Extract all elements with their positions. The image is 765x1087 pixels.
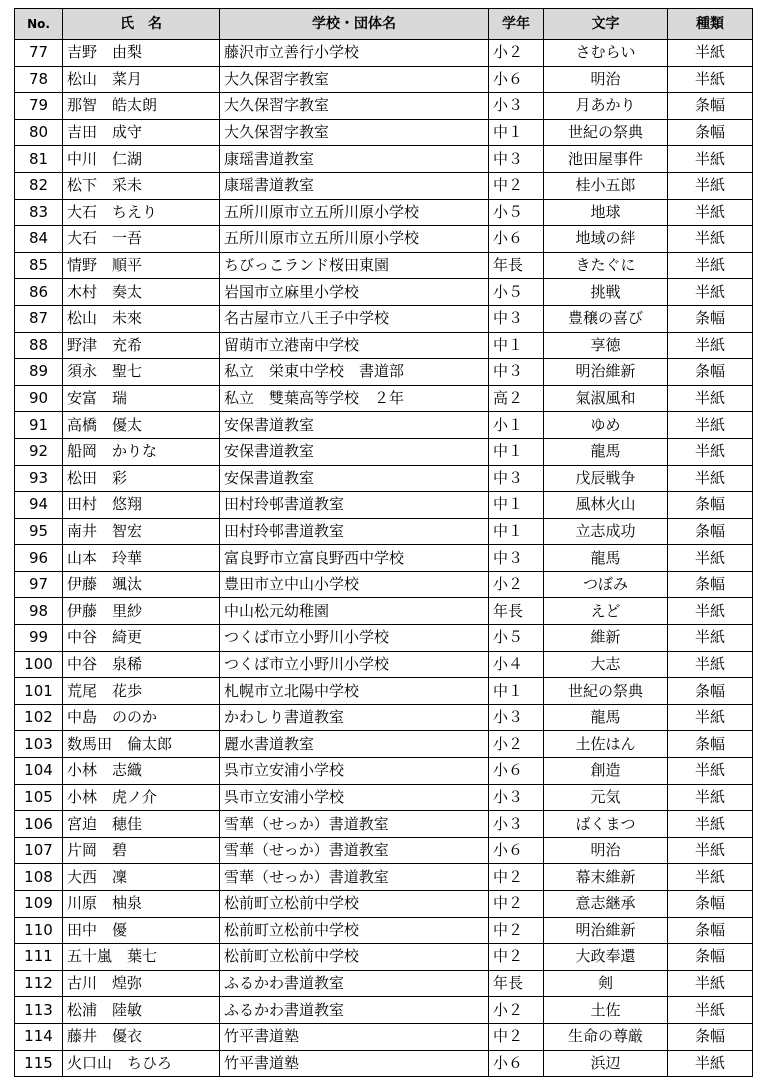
entries-table	[14, 8, 753, 1077]
cell-name: 松浦 陸敏	[63, 997, 220, 1024]
cell-school: 呉市立安浦小学校	[220, 784, 489, 811]
cell-type: 条幅	[668, 119, 753, 146]
cell-type: 半紙	[668, 465, 753, 492]
cell-name: 松下 采未	[63, 172, 220, 199]
cell-name: 小林 志織	[63, 758, 220, 785]
cell-name: 宮迫 穂佳	[63, 811, 220, 838]
cell-char: 創造	[544, 758, 668, 785]
cell-school: 大久保習字教室	[220, 119, 489, 146]
table-row	[15, 545, 753, 572]
cell-type: 条幅	[668, 731, 753, 758]
cell-name: 古川 煌弥	[63, 970, 220, 997]
cell-char: 世紀の祭典	[544, 678, 668, 705]
cell-school: 田村玲邨書道教室	[220, 492, 489, 519]
cell-char: 明治維新	[544, 359, 668, 386]
cell-no: 102	[15, 704, 63, 731]
cell-no: 103	[15, 731, 63, 758]
cell-no: 114	[15, 1023, 63, 1050]
cell-type: 半紙	[668, 704, 753, 731]
cell-type: 条幅	[668, 359, 753, 386]
cell-grade: 小５	[489, 625, 544, 652]
table-row	[15, 944, 753, 971]
header-char: 文字	[544, 9, 668, 40]
table-row	[15, 997, 753, 1024]
cell-name: 数馬田 倫太郎	[63, 731, 220, 758]
cell-grade: 小２	[489, 40, 544, 67]
cell-no: 90	[15, 385, 63, 412]
cell-char: 氣淑風和	[544, 385, 668, 412]
cell-school: 札幌市立北陽中学校	[220, 678, 489, 705]
cell-grade: 中１	[489, 332, 544, 359]
cell-type: 半紙	[668, 598, 753, 625]
cell-name: 松田 彩	[63, 465, 220, 492]
cell-school: 康瑶書道教室	[220, 146, 489, 173]
cell-grade: 小３	[489, 811, 544, 838]
cell-school: 安保書道教室	[220, 465, 489, 492]
cell-name: 田中 優	[63, 917, 220, 944]
table-row	[15, 146, 753, 173]
cell-grade: 中３	[489, 146, 544, 173]
table-row	[15, 119, 753, 146]
table-row	[15, 385, 753, 412]
cell-name: 中谷 泉稀	[63, 651, 220, 678]
cell-school: 大久保習字教室	[220, 66, 489, 93]
cell-char: 豊穣の喜び	[544, 305, 668, 332]
cell-no: 104	[15, 758, 63, 785]
cell-type: 半紙	[668, 1050, 753, 1077]
cell-no: 84	[15, 226, 63, 253]
cell-type: 半紙	[668, 438, 753, 465]
cell-grade: 年長	[489, 252, 544, 279]
table-row	[15, 359, 753, 386]
cell-no: 113	[15, 997, 63, 1024]
cell-char: 龍馬	[544, 704, 668, 731]
cell-grade: 高２	[489, 385, 544, 412]
cell-no: 105	[15, 784, 63, 811]
cell-school: 私立 雙葉高等学校 ２年	[220, 385, 489, 412]
cell-school: 竹平書道塾	[220, 1050, 489, 1077]
cell-grade: 小６	[489, 837, 544, 864]
cell-no: 85	[15, 252, 63, 279]
cell-type: 半紙	[668, 172, 753, 199]
cell-char: 龍馬	[544, 545, 668, 572]
cell-type: 半紙	[668, 66, 753, 93]
header-school: 学校・団体名	[220, 9, 489, 40]
cell-school: 五所川原市立五所川原小学校	[220, 226, 489, 253]
cell-char: さむらい	[544, 40, 668, 67]
cell-grade: 小３	[489, 784, 544, 811]
header-name: 氏 名	[63, 9, 220, 40]
cell-type: 半紙	[668, 279, 753, 306]
cell-school: ふるかわ書道教室	[220, 997, 489, 1024]
cell-school: ふるかわ書道教室	[220, 970, 489, 997]
cell-school: 松前町立松前中学校	[220, 944, 489, 971]
table-row	[15, 864, 753, 891]
cell-grade: 年長	[489, 598, 544, 625]
cell-grade: 中３	[489, 305, 544, 332]
table-row	[15, 837, 753, 864]
cell-grade: 小５	[489, 199, 544, 226]
table-row	[15, 891, 753, 918]
cell-no: 81	[15, 146, 63, 173]
table-row	[15, 226, 753, 253]
cell-char: 大志	[544, 651, 668, 678]
cell-type: 半紙	[668, 837, 753, 864]
cell-type: 半紙	[668, 758, 753, 785]
cell-grade: 小５	[489, 279, 544, 306]
cell-grade: 小６	[489, 1050, 544, 1077]
cell-no: 110	[15, 917, 63, 944]
cell-grade: 小２	[489, 571, 544, 598]
cell-type: 半紙	[668, 252, 753, 279]
cell-char: 生命の尊厳	[544, 1023, 668, 1050]
table-row	[15, 93, 753, 120]
cell-grade: 小２	[489, 731, 544, 758]
cell-no: 95	[15, 518, 63, 545]
header-no: No.	[15, 9, 63, 40]
cell-no: 115	[15, 1050, 63, 1077]
cell-type: 条幅	[668, 917, 753, 944]
cell-type: 半紙	[668, 146, 753, 173]
cell-grade: 小６	[489, 758, 544, 785]
cell-school: 竹平書道塾	[220, 1023, 489, 1050]
cell-grade: 小３	[489, 704, 544, 731]
cell-char: えど	[544, 598, 668, 625]
cell-char: きたぐに	[544, 252, 668, 279]
header-grade: 学年	[489, 9, 544, 40]
header-type: 種類	[668, 9, 753, 40]
table-row	[15, 305, 753, 332]
cell-type: 条幅	[668, 678, 753, 705]
table-row	[15, 731, 753, 758]
table-row	[15, 465, 753, 492]
cell-type: 半紙	[668, 226, 753, 253]
cell-char: 桂小五郎	[544, 172, 668, 199]
cell-name: 須永 聖七	[63, 359, 220, 386]
cell-school: 留萌市立港南中学校	[220, 332, 489, 359]
cell-school: 雪華（せっか）書道教室	[220, 811, 489, 838]
cell-no: 94	[15, 492, 63, 519]
header-row	[15, 9, 753, 40]
cell-school: 豊田市立中山小学校	[220, 571, 489, 598]
cell-no: 98	[15, 598, 63, 625]
cell-no: 83	[15, 199, 63, 226]
cell-name: 伊藤 颯汰	[63, 571, 220, 598]
cell-name: 吉野 由梨	[63, 40, 220, 67]
cell-school: つくば市立小野川小学校	[220, 625, 489, 652]
cell-name: 大石 ちえり	[63, 199, 220, 226]
cell-grade: 小６	[489, 66, 544, 93]
table-body	[15, 40, 753, 1077]
cell-name: 中島 ののか	[63, 704, 220, 731]
cell-grade: 小６	[489, 226, 544, 253]
cell-grade: 中１	[489, 119, 544, 146]
table-row	[15, 1050, 753, 1077]
table-row	[15, 625, 753, 652]
cell-name: 火口山 ちひろ	[63, 1050, 220, 1077]
cell-school: 岩国市立麻里小学校	[220, 279, 489, 306]
cell-grade: 中３	[489, 545, 544, 572]
cell-type: 半紙	[668, 40, 753, 67]
cell-school: 富良野市立富良野西中学校	[220, 545, 489, 572]
cell-name: 高橋 優太	[63, 412, 220, 439]
cell-no: 97	[15, 571, 63, 598]
cell-char: 世紀の祭典	[544, 119, 668, 146]
cell-school: 大久保習字教室	[220, 93, 489, 120]
cell-no: 77	[15, 40, 63, 67]
cell-type: 半紙	[668, 385, 753, 412]
cell-name: 木村 奏太	[63, 279, 220, 306]
cell-no: 99	[15, 625, 63, 652]
cell-no: 111	[15, 944, 63, 971]
cell-school: つくば市立小野川小学校	[220, 651, 489, 678]
cell-name: 山本 玲華	[63, 545, 220, 572]
cell-char: 剣	[544, 970, 668, 997]
cell-grade: 中１	[489, 492, 544, 519]
cell-char: ばくまつ	[544, 811, 668, 838]
cell-char: 明治	[544, 837, 668, 864]
cell-school: 安保書道教室	[220, 412, 489, 439]
cell-char: 風林火山	[544, 492, 668, 519]
cell-school: 中山松元幼稚園	[220, 598, 489, 625]
table-row	[15, 279, 753, 306]
cell-name: 小林 虎ノ介	[63, 784, 220, 811]
cell-name: 五十嵐 葉七	[63, 944, 220, 971]
cell-grade: 中１	[489, 678, 544, 705]
cell-char: 明治	[544, 66, 668, 93]
cell-type: 条幅	[668, 93, 753, 120]
cell-char: 土佐	[544, 997, 668, 1024]
cell-type: 半紙	[668, 970, 753, 997]
cell-school: 雪華（せっか）書道教室	[220, 864, 489, 891]
table-row	[15, 332, 753, 359]
cell-char: 意志継承	[544, 891, 668, 918]
cell-school: ちびっこランド桜田東園	[220, 252, 489, 279]
cell-char: 龍馬	[544, 438, 668, 465]
cell-name: 田村 悠翔	[63, 492, 220, 519]
cell-no: 87	[15, 305, 63, 332]
cell-name: 藤井 優衣	[63, 1023, 220, 1050]
table-row	[15, 571, 753, 598]
cell-school: 康瑶書道教室	[220, 172, 489, 199]
cell-char: 土佐はん	[544, 731, 668, 758]
cell-school: 名古屋市立八王子中学校	[220, 305, 489, 332]
cell-school: 松前町立松前中学校	[220, 917, 489, 944]
cell-type: 条幅	[668, 1023, 753, 1050]
table-row	[15, 784, 753, 811]
cell-grade: 中２	[489, 1023, 544, 1050]
cell-name: 野津 充希	[63, 332, 220, 359]
cell-grade: 小３	[489, 93, 544, 120]
cell-name: 安富 瑞	[63, 385, 220, 412]
cell-no: 82	[15, 172, 63, 199]
table-row	[15, 518, 753, 545]
cell-no: 107	[15, 837, 63, 864]
cell-no: 79	[15, 93, 63, 120]
cell-type: 半紙	[668, 332, 753, 359]
cell-name: 伊藤 里紗	[63, 598, 220, 625]
table-row	[15, 970, 753, 997]
cell-name: 船岡 かりな	[63, 438, 220, 465]
cell-name: 南井 智宏	[63, 518, 220, 545]
cell-school: 松前町立松前中学校	[220, 891, 489, 918]
table-row	[15, 811, 753, 838]
cell-name: 吉田 成守	[63, 119, 220, 146]
cell-no: 100	[15, 651, 63, 678]
cell-grade: 中２	[489, 172, 544, 199]
cell-school: かわしり書道教室	[220, 704, 489, 731]
cell-char: 大政奉還	[544, 944, 668, 971]
cell-no: 78	[15, 66, 63, 93]
cell-char: つぼみ	[544, 571, 668, 598]
cell-grade: 中２	[489, 864, 544, 891]
cell-type: 半紙	[668, 811, 753, 838]
cell-no: 109	[15, 891, 63, 918]
cell-type: 半紙	[668, 784, 753, 811]
table-row	[15, 678, 753, 705]
cell-type: 条幅	[668, 571, 753, 598]
cell-no: 108	[15, 864, 63, 891]
cell-no: 112	[15, 970, 63, 997]
cell-school: 呉市立安浦小学校	[220, 758, 489, 785]
cell-no: 86	[15, 279, 63, 306]
cell-name: 情野 順平	[63, 252, 220, 279]
cell-name: 大石 一吾	[63, 226, 220, 253]
cell-no: 96	[15, 545, 63, 572]
cell-grade: 中２	[489, 917, 544, 944]
table-row	[15, 252, 753, 279]
cell-school: 田村玲邨書道教室	[220, 518, 489, 545]
cell-school: 五所川原市立五所川原小学校	[220, 199, 489, 226]
cell-name: 松山 菜月	[63, 66, 220, 93]
table-row	[15, 40, 753, 67]
cell-name: 中谷 綺更	[63, 625, 220, 652]
table-row	[15, 438, 753, 465]
cell-char: 享徳	[544, 332, 668, 359]
table-row	[15, 172, 753, 199]
cell-type: 半紙	[668, 651, 753, 678]
cell-type: 半紙	[668, 997, 753, 1024]
cell-no: 80	[15, 119, 63, 146]
cell-char: 戊辰戦争	[544, 465, 668, 492]
cell-type: 条幅	[668, 518, 753, 545]
cell-grade: 小２	[489, 997, 544, 1024]
cell-no: 93	[15, 465, 63, 492]
table-row	[15, 66, 753, 93]
cell-char: 地域の絆	[544, 226, 668, 253]
table-row	[15, 598, 753, 625]
cell-no: 91	[15, 412, 63, 439]
cell-no: 88	[15, 332, 63, 359]
table-row	[15, 199, 753, 226]
cell-name: 片岡 碧	[63, 837, 220, 864]
cell-grade: 小１	[489, 412, 544, 439]
cell-school: 藤沢市立善行小学校	[220, 40, 489, 67]
cell-name: 中川 仁湖	[63, 146, 220, 173]
cell-type: 半紙	[668, 625, 753, 652]
cell-school: 私立 栄東中学校 書道部	[220, 359, 489, 386]
cell-type: 条幅	[668, 492, 753, 519]
table-row	[15, 1023, 753, 1050]
cell-name: 松山 未來	[63, 305, 220, 332]
cell-char: 立志成功	[544, 518, 668, 545]
cell-type: 条幅	[668, 891, 753, 918]
cell-char: 幕末維新	[544, 864, 668, 891]
cell-type: 半紙	[668, 199, 753, 226]
cell-school: 安保書道教室	[220, 438, 489, 465]
cell-char: 浜辺	[544, 1050, 668, 1077]
table-row	[15, 917, 753, 944]
cell-char: 地球	[544, 199, 668, 226]
cell-no: 92	[15, 438, 63, 465]
cell-char: ゆめ	[544, 412, 668, 439]
cell-grade: 中１	[489, 518, 544, 545]
cell-grade: 中３	[489, 465, 544, 492]
cell-name: 那智 皓太朗	[63, 93, 220, 120]
cell-no: 106	[15, 811, 63, 838]
cell-grade: 中２	[489, 891, 544, 918]
cell-type: 半紙	[668, 545, 753, 572]
cell-grade: 中１	[489, 438, 544, 465]
cell-char: 元気	[544, 784, 668, 811]
cell-type: 半紙	[668, 864, 753, 891]
cell-name: 川原 柚泉	[63, 891, 220, 918]
cell-char: 池田屋事件	[544, 146, 668, 173]
table-row	[15, 758, 753, 785]
cell-no: 101	[15, 678, 63, 705]
cell-school: 雪華（せっか）書道教室	[220, 837, 489, 864]
cell-char: 明治維新	[544, 917, 668, 944]
cell-grade: 年長	[489, 970, 544, 997]
cell-grade: 中３	[489, 359, 544, 386]
cell-school: 麗水書道教室	[220, 731, 489, 758]
cell-grade: 中２	[489, 944, 544, 971]
cell-char: 維新	[544, 625, 668, 652]
cell-name: 大西 凜	[63, 864, 220, 891]
cell-char: 挑戦	[544, 279, 668, 306]
table-row	[15, 412, 753, 439]
cell-type: 条幅	[668, 305, 753, 332]
cell-type: 条幅	[668, 944, 753, 971]
cell-type: 半紙	[668, 412, 753, 439]
cell-no: 89	[15, 359, 63, 386]
table-row	[15, 651, 753, 678]
table-row	[15, 704, 753, 731]
cell-name: 荒尾 花歩	[63, 678, 220, 705]
table-row	[15, 492, 753, 519]
cell-grade: 小４	[489, 651, 544, 678]
cell-char: 月あかり	[544, 93, 668, 120]
